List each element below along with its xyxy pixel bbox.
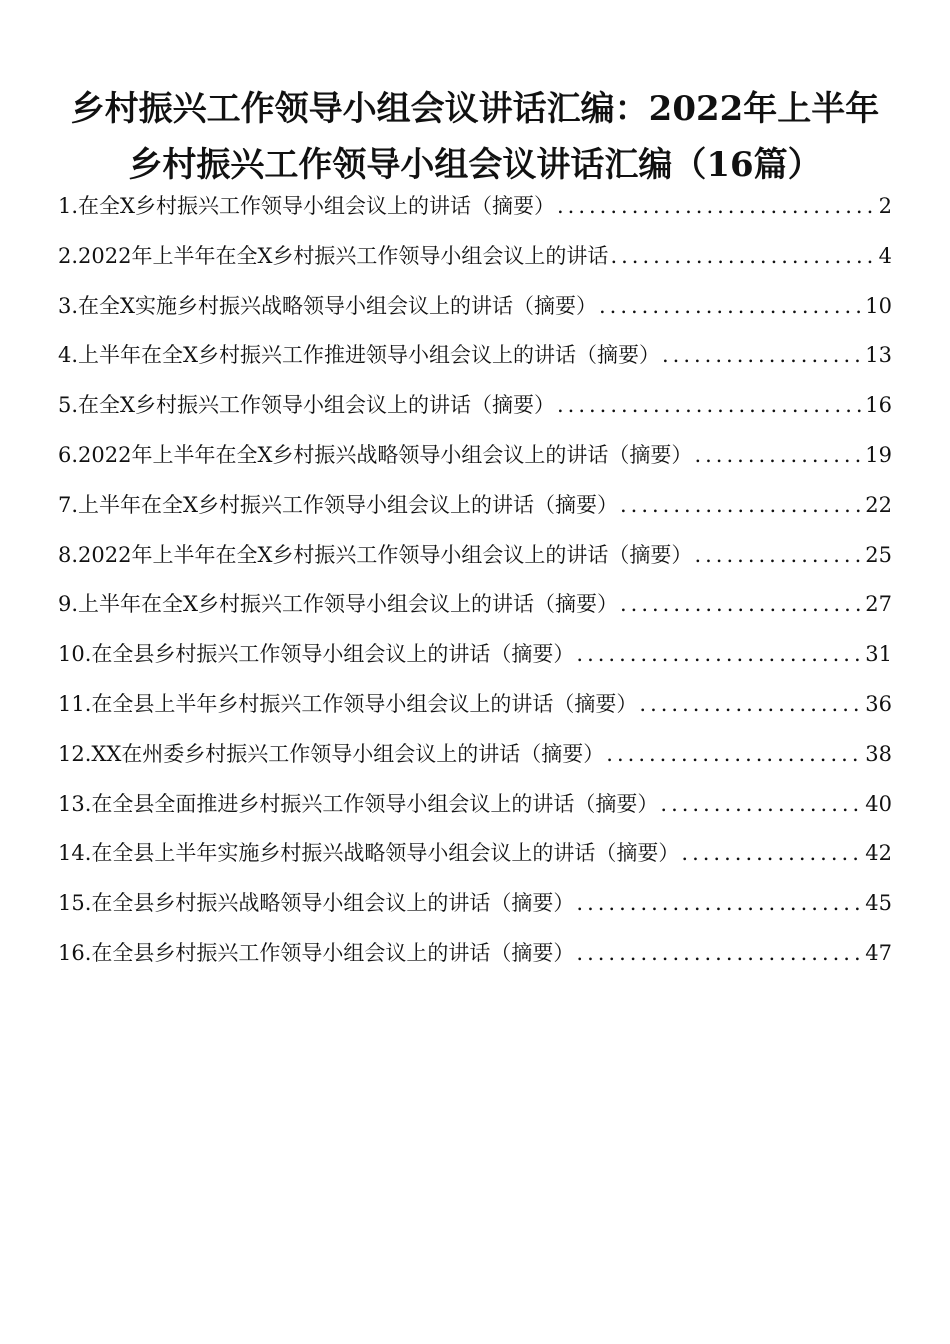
toc-item-page: 45 <box>865 891 892 916</box>
toc-item[interactable] <box>58 688 892 738</box>
toc-item-text: 11.在全县上半年乡村振兴工作领导小组会议上的讲话（摘要） <box>58 691 638 716</box>
toc-item-text: 3.在全X实施乡村振兴战略领导小组会议上的讲话（摘要） <box>58 293 597 318</box>
toc-item-page: 31 <box>865 642 892 667</box>
toc-item[interactable] <box>58 489 892 539</box>
toc-item-page: 27 <box>865 592 892 617</box>
toc-item-text: 14.在全县上半年实施乡村振兴战略领导小组会议上的讲话（摘要） <box>58 841 680 866</box>
toc-item-page: 38 <box>865 741 892 766</box>
toc-item-page: 16 <box>865 393 892 418</box>
toc-item-page: 36 <box>865 691 892 716</box>
toc-item-page: 22 <box>865 492 892 517</box>
toc-item[interactable] <box>58 738 892 788</box>
toc-item[interactable] <box>58 588 892 638</box>
toc-item[interactable] <box>58 638 892 688</box>
title-line-1: 乡村振兴工作领导小组会议讲话汇编：2022年上半年 <box>70 88 880 129</box>
toc-item-text: 16.在全县乡村振兴工作领导小组会议上的讲话（摘要） <box>58 940 575 965</box>
toc-item[interactable] <box>58 389 892 439</box>
toc-leader-dots <box>660 792 863 816</box>
toc-leader-dots <box>694 543 863 567</box>
toc-item-text: 15.在全县乡村振兴战略领导小组会议上的讲话（摘要） <box>58 891 575 916</box>
toc-item-text: 8.2022年上半年在全X乡村振兴工作领导小组会议上的讲话（摘要） <box>58 542 693 567</box>
toc-leader-dots <box>606 742 863 766</box>
toc-item[interactable] <box>58 339 892 389</box>
toc-item[interactable] <box>58 788 892 838</box>
toc-item[interactable] <box>58 290 892 340</box>
toc-item[interactable] <box>58 190 892 240</box>
toc-leader-dots <box>681 841 863 865</box>
toc-leader-dots <box>599 294 863 318</box>
toc-leader-dots <box>620 493 863 517</box>
toc-leader-dots <box>557 393 863 417</box>
toc-item[interactable] <box>58 439 892 489</box>
toc-leader-dots <box>576 642 863 666</box>
toc-item[interactable] <box>58 937 892 987</box>
toc-item-text: 9.上半年在全X乡村振兴工作领导小组会议上的讲话（摘要） <box>58 592 618 617</box>
toc-item-text: 1.在全X乡村振兴工作领导小组会议上的讲话（摘要） <box>58 194 555 218</box>
toc-item-page: 19 <box>865 442 892 467</box>
toc-leader-dots <box>639 692 863 716</box>
toc-item-text: 7.上半年在全X乡村振兴工作领导小组会议上的讲话（摘要） <box>58 492 618 517</box>
toc-leader-dots <box>610 244 876 268</box>
toc-item[interactable] <box>58 887 892 937</box>
toc-item-page: 4 <box>878 243 892 268</box>
toc-item-text: 10.在全县乡村振兴工作领导小组会议上的讲话（摘要） <box>58 642 575 667</box>
toc-item-text: 6.2022年上半年在全X乡村振兴战略领导小组会议上的讲话（摘要） <box>58 442 693 467</box>
toc-item-page: 47 <box>865 940 892 965</box>
toc-item-page: 2 <box>878 194 892 218</box>
toc-leader-dots <box>576 891 863 915</box>
toc-item[interactable] <box>58 837 892 887</box>
table-of-contents <box>58 190 892 987</box>
toc-item-page: 10 <box>865 293 892 318</box>
toc-leader-dots <box>557 194 877 218</box>
toc-leader-dots <box>694 443 863 467</box>
toc-leader-dots <box>620 592 863 616</box>
toc-item-page: 25 <box>865 542 892 567</box>
toc-item[interactable] <box>58 539 892 589</box>
toc-leader-dots <box>576 941 863 965</box>
toc-item-text: 12.XX在州委乡村振兴工作领导小组会议上的讲话（摘要） <box>58 741 605 766</box>
toc-item-text: 5.在全X乡村振兴工作领导小组会议上的讲话（摘要） <box>58 393 555 418</box>
toc-item-text: 2.2022年上半年在全X乡村振兴工作领导小组会议上的讲话 <box>58 243 609 268</box>
title-line-2: 乡村振兴工作领导小组会议讲话汇编（16篇） <box>128 144 822 185</box>
document-title <box>40 81 910 193</box>
toc-leader-dots <box>662 343 863 367</box>
toc-item-page: 13 <box>865 343 892 368</box>
toc-item-page: 40 <box>865 791 892 816</box>
toc-item[interactable] <box>58 240 892 290</box>
toc-item-page: 42 <box>865 841 892 866</box>
toc-item-text: 13.在全县全面推进乡村振兴工作领导小组会议上的讲话（摘要） <box>58 791 659 816</box>
toc-item-text: 4.上半年在全X乡村振兴工作推进领导小组会议上的讲话（摘要） <box>58 343 660 368</box>
